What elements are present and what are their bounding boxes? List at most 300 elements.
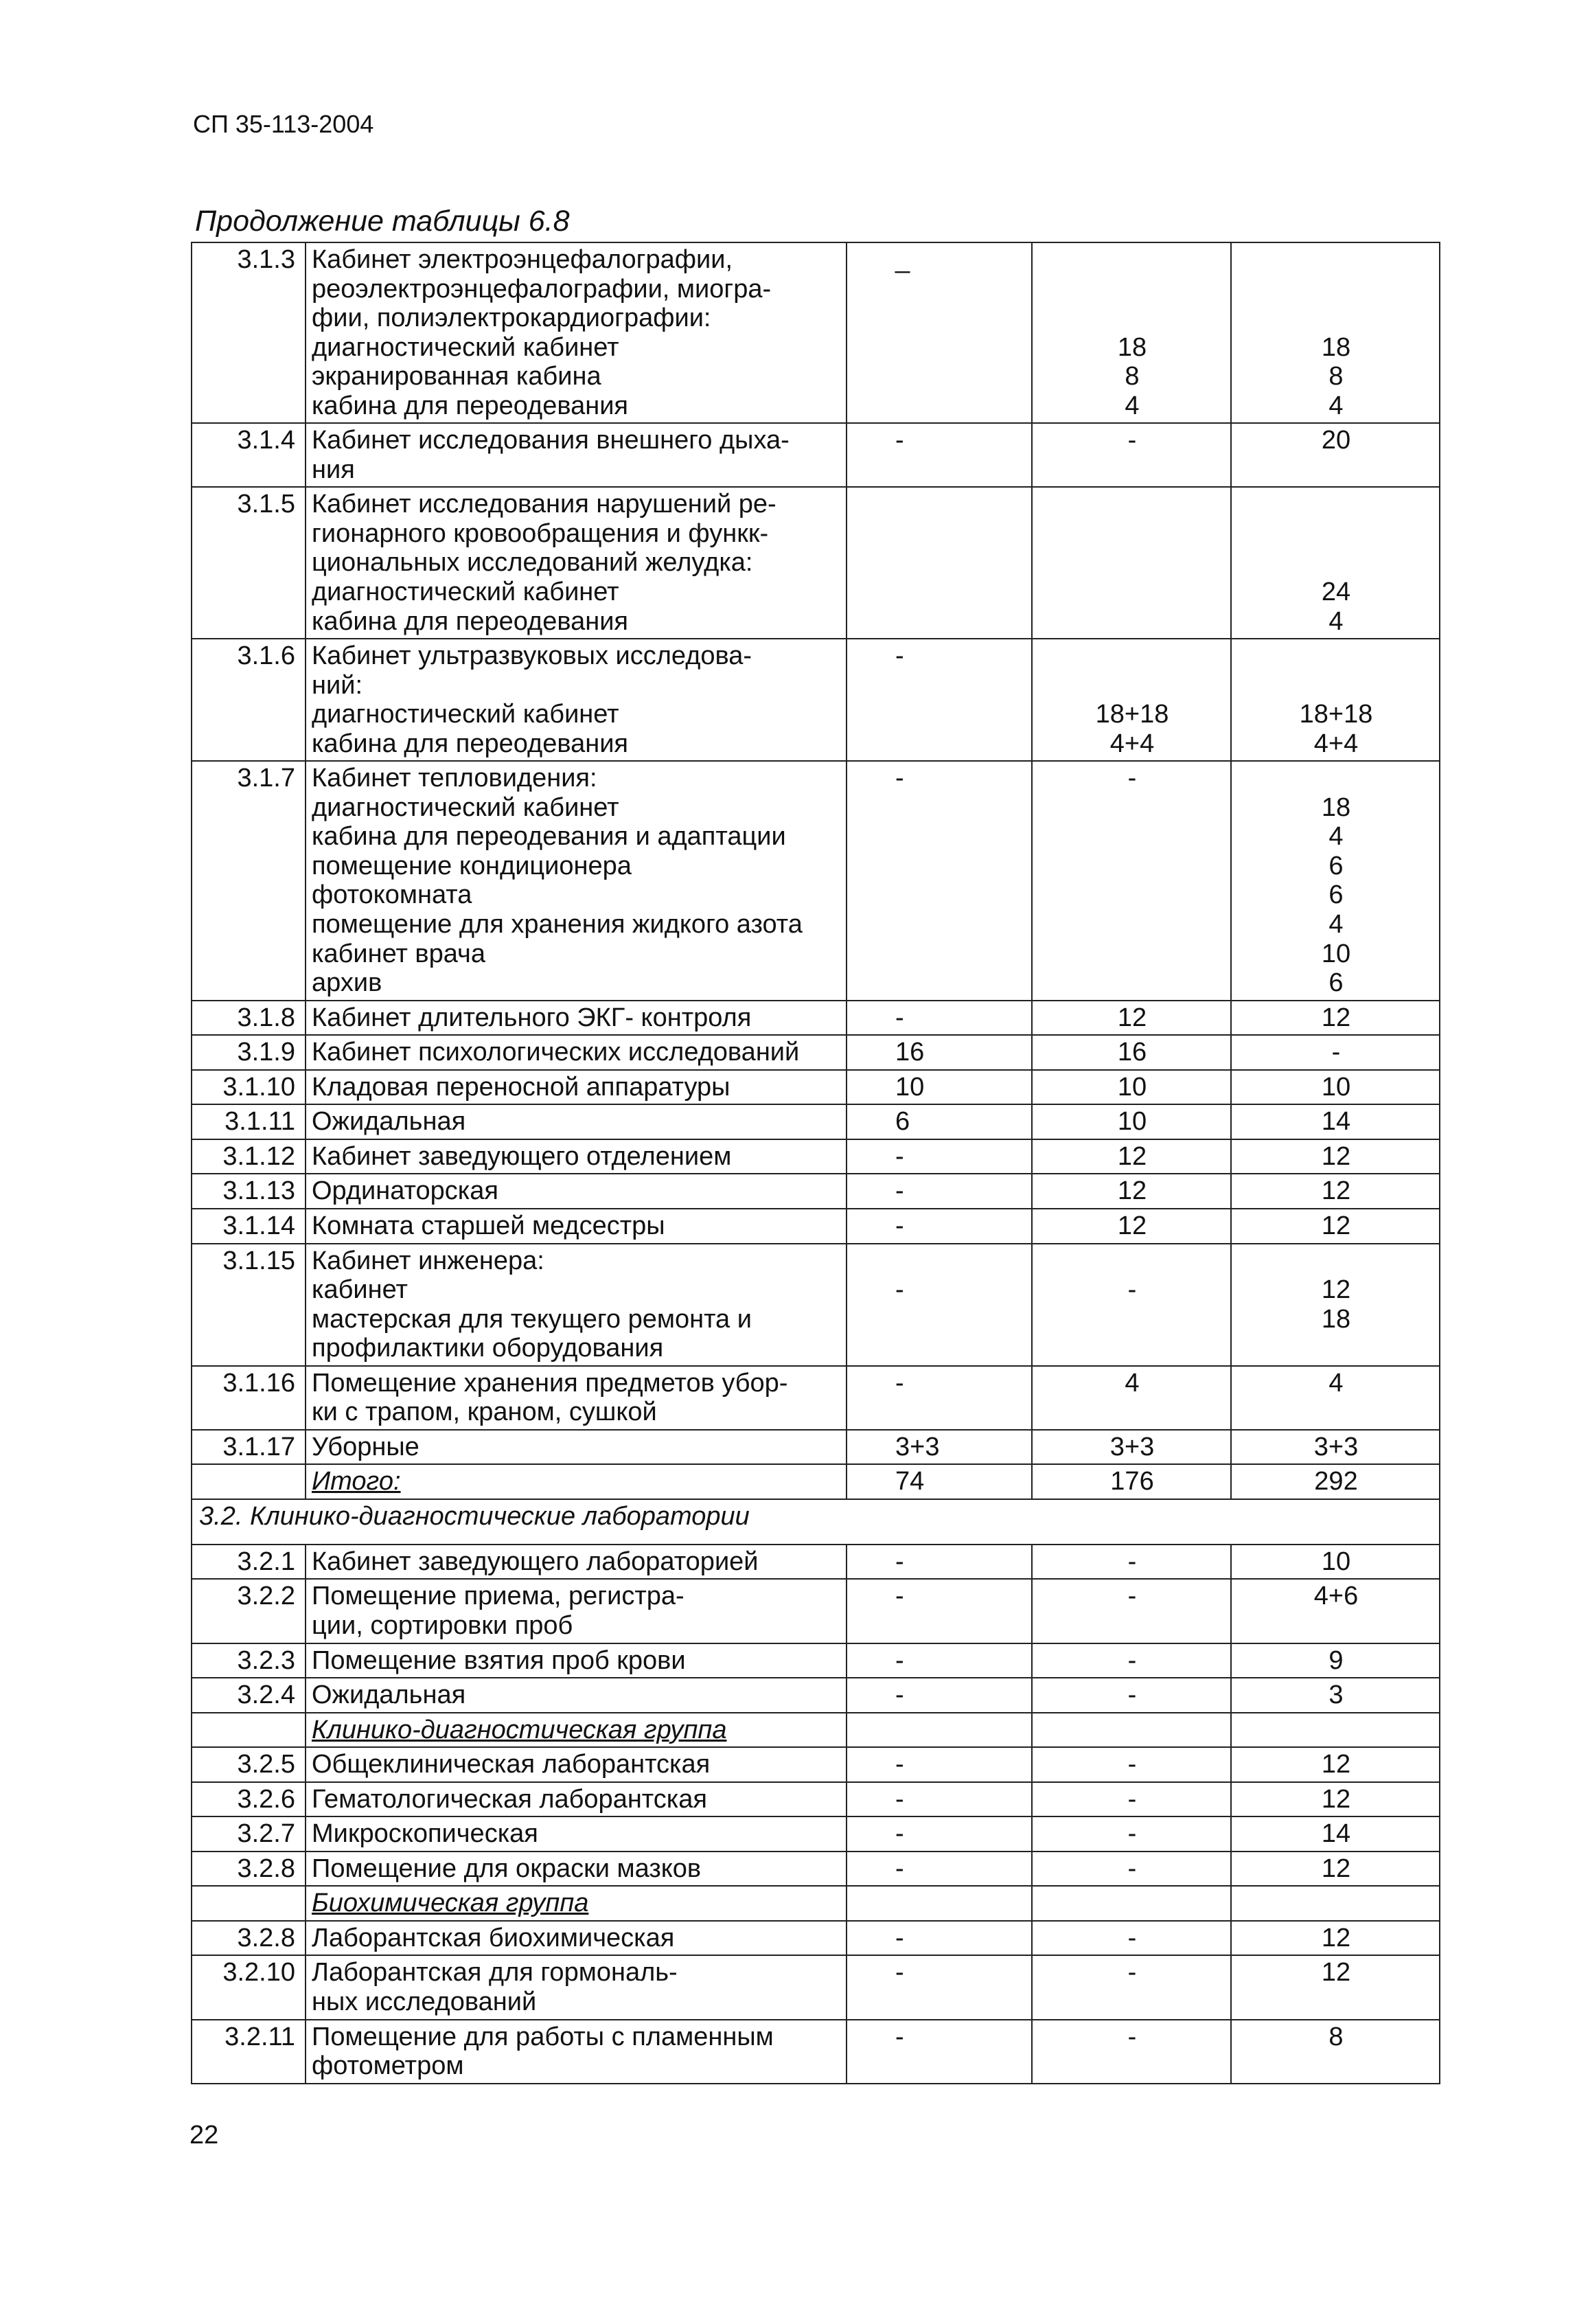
room-name — [306, 2020, 847, 2084]
area-c2 — [1032, 1545, 1231, 1580]
area-value: _ — [895, 245, 910, 274]
row-number — [192, 1464, 306, 1499]
area-c1 — [847, 1678, 1032, 1713]
area-c1 — [847, 1886, 1032, 1921]
area-c1 — [847, 423, 1032, 487]
room-name-line: Кабинет исследования нарушений ре- — [312, 490, 776, 519]
room-name — [306, 1816, 847, 1852]
area-value — [1038, 671, 1226, 700]
area-c1 — [847, 1209, 1032, 1244]
area-value — [895, 304, 1027, 333]
area-value — [1038, 1246, 1226, 1276]
area-value: - — [1127, 1645, 1137, 1675]
room-name-line: Помещение хранения предметов убор- — [312, 1368, 788, 1398]
area-value — [1038, 1716, 1226, 1745]
area-value: - — [895, 1582, 904, 1611]
room-name-line: гионарного кровообращения и функк- — [312, 519, 769, 548]
area-c1 — [847, 1921, 1032, 1956]
area-c3 — [1231, 1678, 1440, 1713]
area-c2 — [1032, 242, 1231, 423]
table-row — [192, 1366, 1440, 1430]
row-number: 3.1.6 — [192, 639, 306, 761]
room-name — [306, 1464, 847, 1499]
area-value: 176 — [1110, 1467, 1154, 1496]
table-row — [192, 1545, 1440, 1580]
area-value — [895, 490, 1027, 519]
row-number: 3.2.3 — [192, 1643, 306, 1678]
area-c3 — [1231, 1366, 1440, 1430]
row-number: 3.1.9 — [192, 1035, 306, 1070]
room-name-line: диагностический кабинет — [312, 793, 619, 822]
area-value: 10 — [1321, 1547, 1351, 1576]
area-c2 — [1032, 639, 1231, 761]
area-c3 — [1231, 761, 1440, 1000]
document-code: СП 35-113-2004 — [193, 110, 374, 138]
rooms-table — [191, 242, 1440, 2084]
table-row — [192, 1678, 1440, 1713]
table-body — [192, 242, 1440, 2084]
area-value: 10 — [1321, 1072, 1351, 1102]
area-value: 8 — [1125, 362, 1140, 391]
room-name-line: ции, сортировки проб — [312, 1610, 573, 1640]
row-number: 3.1.5 — [192, 487, 306, 639]
table-row — [192, 1139, 1440, 1174]
room-name — [306, 1886, 847, 1921]
room-name-line: Помещение приема, регистра- — [312, 1582, 684, 1611]
table-row — [192, 1035, 1440, 1070]
area-value: 4+4 — [1313, 729, 1359, 758]
area-value — [1237, 490, 1435, 519]
area-value — [1038, 1889, 1226, 1918]
area-c2 — [1032, 1244, 1231, 1366]
area-c3 — [1231, 1430, 1440, 1465]
area-value — [1237, 1716, 1435, 1745]
area-value: - — [1127, 1275, 1137, 1305]
area-value: 12 — [1117, 1003, 1147, 1032]
row-number: 3.2.11 — [192, 2020, 306, 2084]
area-value — [1237, 764, 1435, 793]
room-name-line: Кладовая переносной аппаратуры — [312, 1072, 730, 1102]
table-row — [192, 1955, 1440, 2019]
area-value: - — [1127, 1819, 1137, 1849]
row-number: 3.2.8 — [192, 1921, 306, 1956]
area-value: 3+3 — [1313, 1432, 1359, 1461]
area-value: - — [895, 1923, 904, 1952]
area-value: - — [895, 1645, 904, 1675]
area-value: - — [895, 1176, 904, 1206]
room-name-line: фии, полиэлектрокардиографии: — [312, 304, 711, 333]
area-value: 12 — [1321, 1176, 1351, 1206]
room-name — [306, 1955, 847, 2019]
area-value — [1038, 245, 1226, 275]
room-name-line: мастерская для текущего ремонта и — [312, 1304, 752, 1334]
area-value: - — [895, 764, 904, 793]
area-value: 12 — [1321, 1958, 1351, 1987]
room-name — [306, 1713, 847, 1748]
area-value — [1038, 304, 1226, 333]
table-row — [192, 1852, 1440, 1887]
area-value: 18 — [1321, 1304, 1351, 1334]
area-value: - — [1127, 1750, 1137, 1779]
room-name — [306, 423, 847, 487]
room-name-line: Кабинет психологических исследований — [312, 1038, 800, 1067]
room-name-line: Итого: — [312, 1467, 401, 1496]
area-value — [1237, 245, 1435, 275]
area-c3 — [1231, 1643, 1440, 1678]
table-row — [192, 2020, 1440, 2084]
table-row — [192, 1104, 1440, 1139]
room-name — [306, 1244, 847, 1366]
area-value: 16 — [1117, 1038, 1147, 1067]
area-value — [895, 275, 1027, 304]
area-value: 16 — [895, 1038, 925, 1067]
room-name — [306, 639, 847, 761]
area-value: - — [1127, 2022, 1137, 2051]
table-row — [192, 1499, 1440, 1545]
area-c3 — [1231, 1921, 1440, 1956]
table-row — [192, 1782, 1440, 1817]
row-number: 3.1.8 — [192, 1001, 306, 1036]
area-value: 3 — [1328, 1681, 1344, 1710]
area-c1 — [847, 1139, 1032, 1174]
room-name-line: профилактики оборудования — [312, 1334, 664, 1363]
area-value: 12 — [1321, 1854, 1351, 1883]
area-value: 74 — [895, 1467, 925, 1496]
area-c3 — [1231, 2020, 1440, 2084]
area-c1 — [847, 1782, 1032, 1817]
area-value: - — [1127, 1854, 1137, 1883]
area-c3 — [1231, 1747, 1440, 1782]
area-value: - — [1127, 764, 1137, 793]
row-number: 3.1.3 — [192, 242, 306, 423]
area-value: 6 — [895, 1107, 910, 1137]
row-number: 3.1.7 — [192, 761, 306, 1000]
area-c1 — [847, 1070, 1032, 1105]
table-row — [192, 1209, 1440, 1244]
area-c2 — [1032, 1713, 1231, 1748]
area-value: - — [895, 1003, 904, 1032]
area-c2 — [1032, 761, 1231, 1000]
area-value: 18 — [1117, 332, 1147, 362]
area-value: 6 — [1328, 880, 1344, 910]
area-value: 12 — [1321, 1923, 1351, 1952]
room-name — [306, 1430, 847, 1465]
area-value: 6 — [1328, 968, 1344, 998]
room-name-line: Ожидальная — [312, 1107, 466, 1137]
area-value: 4 — [1328, 822, 1344, 852]
area-c2 — [1032, 1852, 1231, 1887]
area-c3 — [1231, 1545, 1440, 1580]
room-name-line: Лаборантская для гормональ- — [312, 1958, 678, 1987]
area-c2 — [1032, 1747, 1231, 1782]
table-row — [192, 761, 1440, 1000]
area-value — [895, 1246, 1027, 1276]
area-c3 — [1231, 1852, 1440, 1887]
area-c3 — [1231, 1782, 1440, 1817]
area-value: 12 — [1321, 1141, 1351, 1171]
room-name-line: циональных исследований желудка: — [312, 548, 753, 578]
area-c1 — [847, 1852, 1032, 1887]
area-c2 — [1032, 1070, 1231, 1105]
table-row — [192, 1747, 1440, 1782]
area-c3 — [1231, 1713, 1440, 1748]
area-value — [1237, 275, 1435, 304]
area-value: 292 — [1314, 1467, 1358, 1496]
room-name-line: диагностический кабинет — [312, 700, 619, 729]
area-c1 — [847, 242, 1032, 423]
area-c1 — [847, 1430, 1032, 1465]
area-value: 3+3 — [895, 1432, 940, 1461]
area-value: 4+6 — [1313, 1582, 1359, 1611]
room-name-line: кабина для переодевания — [312, 391, 629, 420]
area-value: 12 — [1321, 1211, 1351, 1240]
area-c2 — [1032, 1035, 1231, 1070]
room-name-line: Кабинет ультразвуковых исследова- — [312, 641, 752, 671]
table-row — [192, 1001, 1440, 1036]
room-name-line: Биохимическая группа — [312, 1889, 589, 1918]
table-row — [192, 242, 1440, 423]
area-value: 14 — [1321, 1819, 1351, 1849]
area-value: 4 — [1125, 391, 1140, 420]
page-number: 22 — [189, 2121, 219, 2150]
table-row — [192, 1713, 1440, 1748]
area-value — [1237, 1889, 1435, 1918]
room-name-line: кабина для переодевания — [312, 606, 629, 636]
room-name-line: архив — [312, 968, 382, 998]
room-name-line: Лаборантская биохимическая — [312, 1923, 675, 1952]
table-row — [192, 1579, 1440, 1643]
area-c1 — [847, 1174, 1032, 1209]
area-value: - — [895, 1750, 904, 1779]
area-c1 — [847, 1579, 1032, 1643]
area-value: 12 — [1321, 1750, 1351, 1779]
room-name — [306, 487, 847, 639]
area-c2 — [1032, 1366, 1231, 1430]
room-name-line: ния — [312, 455, 355, 484]
area-value — [895, 391, 1027, 421]
area-c3 — [1231, 1886, 1440, 1921]
row-number: 3.1.14 — [192, 1209, 306, 1244]
area-value: 10 — [1321, 939, 1351, 968]
area-c3 — [1231, 1035, 1440, 1070]
room-name-line: фотометром — [312, 2051, 464, 2081]
area-c2 — [1032, 1643, 1231, 1678]
area-c3 — [1231, 1579, 1440, 1643]
area-c3 — [1231, 1209, 1440, 1244]
room-name-line: Кабинет заведующего лабораторией — [312, 1547, 759, 1576]
room-name-line: ний: — [312, 670, 363, 700]
area-value: 12 — [1321, 1003, 1351, 1032]
room-name-line: Кабинет тепловидения: — [312, 764, 597, 793]
area-c2 — [1032, 1104, 1231, 1139]
area-value: - — [1127, 1582, 1137, 1611]
area-value: - — [895, 1547, 904, 1576]
area-value: 12 — [1321, 1275, 1351, 1305]
table-row — [192, 423, 1440, 487]
room-name — [306, 1139, 847, 1174]
room-name-line: кабинет врача — [312, 939, 485, 968]
area-c3 — [1231, 1464, 1440, 1499]
room-name-line: Комната старшей медсестры — [312, 1211, 665, 1240]
table-row — [192, 1921, 1440, 1956]
area-value: 4 — [1328, 910, 1344, 939]
area-c3 — [1231, 639, 1440, 761]
room-name — [306, 1070, 847, 1105]
row-number: 3.1.13 — [192, 1174, 306, 1209]
table-row — [192, 487, 1440, 639]
room-name-line: Гематологическая лаборантская — [312, 1784, 707, 1814]
row-number: 3.2.6 — [192, 1782, 306, 1817]
area-value: - — [895, 1681, 904, 1710]
table-row — [192, 1464, 1440, 1499]
area-value: 4+4 — [1109, 729, 1155, 758]
table-caption: Продолжение таблицы 6.8 — [195, 205, 570, 238]
area-c2 — [1032, 1001, 1231, 1036]
area-value: 4 — [1328, 1368, 1344, 1398]
area-value: 9 — [1328, 1645, 1344, 1675]
area-value: - — [1331, 1038, 1341, 1067]
row-number: 3.2.7 — [192, 1816, 306, 1852]
area-value — [1237, 548, 1435, 578]
room-name-line: Помещение для работы с пламенным — [312, 2022, 774, 2051]
area-value: 18 — [1321, 332, 1351, 362]
area-c2 — [1032, 1955, 1231, 2019]
area-value: - — [895, 1958, 904, 1987]
area-value: - — [1127, 1923, 1137, 1952]
area-value: - — [1127, 1958, 1137, 1987]
area-c2 — [1032, 1816, 1231, 1852]
area-c2 — [1032, 1782, 1231, 1817]
area-c2 — [1032, 1209, 1231, 1244]
area-value: - — [1127, 1784, 1137, 1814]
room-name-line: реоэлектроэнцефалографии, миогра- — [312, 274, 772, 304]
room-name — [306, 1852, 847, 1887]
area-c2 — [1032, 1579, 1231, 1643]
room-name-line: диагностический кабинет — [312, 578, 619, 607]
area-value: - — [895, 426, 904, 455]
area-value: 12 — [1117, 1141, 1147, 1171]
room-name — [306, 1678, 847, 1713]
room-name — [306, 1643, 847, 1678]
area-value — [1038, 641, 1226, 671]
area-c3 — [1231, 1955, 1440, 2019]
area-value: 18+18 — [1095, 700, 1169, 729]
room-name-line: Общеклиническая лаборантская — [312, 1750, 711, 1779]
room-name-line: Клинико-диагностическая группа — [312, 1715, 727, 1744]
room-name — [306, 1104, 847, 1139]
section-heading: 3.2. Клинико-диагностические лаборатории — [192, 1499, 1440, 1545]
room-name-line: Микроскопическая — [312, 1819, 538, 1849]
row-number — [192, 1713, 306, 1748]
area-c1 — [847, 487, 1032, 639]
room-name-line: ки с трапом, краном, сушкой — [312, 1398, 657, 1427]
area-value: - — [895, 1854, 904, 1883]
area-c3 — [1231, 1001, 1440, 1036]
area-value: 4 — [1125, 1368, 1140, 1398]
room-name — [306, 1174, 847, 1209]
area-value: 8 — [1328, 2022, 1344, 2051]
area-c3 — [1231, 1244, 1440, 1366]
area-c3 — [1231, 1104, 1440, 1139]
table-row — [192, 1816, 1440, 1852]
room-name — [306, 242, 847, 423]
row-number: 3.1.17 — [192, 1430, 306, 1465]
room-name-line: помещение кондиционера — [312, 851, 632, 880]
area-c2 — [1032, 1921, 1231, 1956]
area-c3 — [1231, 423, 1440, 487]
row-number: 3.2.5 — [192, 1747, 306, 1782]
area-value: 18 — [1321, 793, 1351, 822]
area-c3 — [1231, 242, 1440, 423]
table-row — [192, 1070, 1440, 1105]
room-name — [306, 1545, 847, 1580]
area-value — [1237, 1246, 1435, 1276]
area-c2 — [1032, 1139, 1231, 1174]
area-value: - — [895, 1141, 904, 1171]
area-c1 — [847, 1816, 1032, 1852]
row-number: 3.2.10 — [192, 1955, 306, 2019]
area-value: 8 — [1328, 362, 1344, 391]
area-c2 — [1032, 1678, 1231, 1713]
area-value: 4 — [1328, 391, 1344, 420]
area-c2 — [1032, 1886, 1231, 1921]
area-c2 — [1032, 1464, 1231, 1499]
room-name-line: помещение для хранения жидкого азота — [312, 910, 803, 939]
row-number: 3.1.15 — [192, 1244, 306, 1366]
area-c1 — [847, 2020, 1032, 2084]
area-value: 14 — [1321, 1107, 1351, 1137]
row-number: 3.2.2 — [192, 1579, 306, 1643]
room-name-line: ных исследований — [312, 1987, 537, 2016]
area-value: 10 — [895, 1072, 925, 1102]
room-name-line: Кабинет заведующего отделением — [312, 1141, 732, 1171]
row-number: 3.1.11 — [192, 1104, 306, 1139]
room-name — [306, 1001, 847, 1036]
area-value: - — [895, 1368, 904, 1398]
room-name-line: Кабинет электроэнцефалографии, — [312, 245, 733, 274]
area-value: 10 — [1117, 1072, 1147, 1102]
area-value — [1237, 519, 1435, 549]
area-c1 — [847, 639, 1032, 761]
table-row — [192, 639, 1440, 761]
area-value: 10 — [1117, 1107, 1147, 1137]
room-name — [306, 1209, 847, 1244]
area-value: 18+18 — [1299, 700, 1373, 729]
room-name — [306, 1366, 847, 1430]
area-value: 24 — [1321, 578, 1351, 607]
room-name — [306, 761, 847, 1000]
room-name-line: Кабинет инженера: — [312, 1246, 544, 1275]
table-row — [192, 1174, 1440, 1209]
room-name-line: Помещение взятия проб крови — [312, 1645, 686, 1675]
room-name-line: Ожидальная — [312, 1681, 466, 1710]
room-name-line: Кабинет длительного ЭКГ- контроля — [312, 1003, 752, 1032]
area-value — [1237, 671, 1435, 700]
room-name-line: Ординаторская — [312, 1176, 498, 1206]
area-value — [895, 333, 1027, 363]
area-value — [1038, 490, 1226, 519]
row-number: 3.1.10 — [192, 1070, 306, 1105]
table-row — [192, 1643, 1440, 1678]
room-name — [306, 1782, 847, 1817]
row-number: 3.2.4 — [192, 1678, 306, 1713]
room-name — [306, 1747, 847, 1782]
area-value: 12 — [1321, 1784, 1351, 1814]
area-c3 — [1231, 487, 1440, 639]
room-name-line: кабина для переодевания и адаптации — [312, 822, 786, 852]
area-value — [895, 1889, 1027, 1918]
area-value — [1038, 275, 1226, 304]
